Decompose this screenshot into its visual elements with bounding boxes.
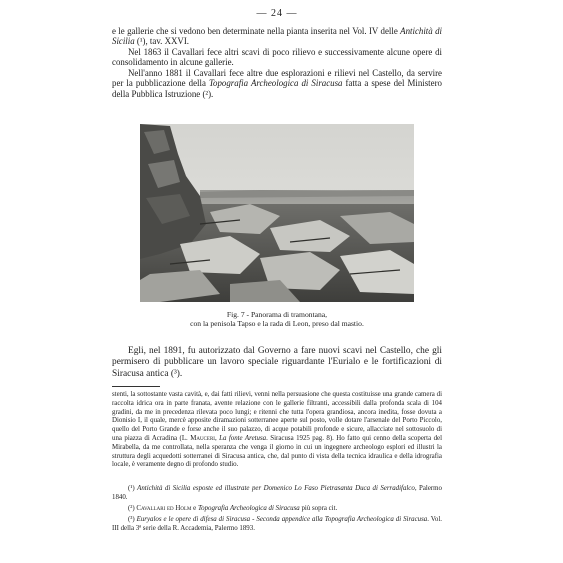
panorama-photo-drawing [140, 124, 414, 302]
paragraph-2: Nel 1863 il Cavallari fece altri scavi di poco rilievo e successivamente alcune opere di consolidamento in alcune gallerie. [112, 47, 442, 68]
footnote-1-rest: , Palermo 1840. [112, 485, 442, 501]
footnote-3-title: Euryalos e le opere di difesa di Siracusa - Seconda appendice alla Topografia Archeologica di Siracusa [136, 516, 428, 523]
footnote-work-title: La fonte Aretusa [219, 434, 267, 442]
footnote-2-authors: Cavallari ed Holm [136, 505, 192, 512]
footnote-3-rest: . Vol. III della 3ª serie della R. Accademia, Palermo 1893. [112, 516, 442, 532]
footnote-author: Mauceri [190, 434, 215, 442]
footnote-1 [112, 485, 442, 503]
figure-7-photo [140, 124, 414, 302]
footnote-separator-comma: , [214, 434, 220, 442]
footnote-2-rest: più sopra cit. [299, 505, 338, 512]
footnote-3 [112, 516, 442, 534]
footnote-continuation [112, 391, 442, 470]
paragraph-3-title: Topografia Archeologica di Siracusa [208, 78, 343, 89]
footnote-3-mark: (³) [128, 516, 137, 523]
footnote-2-mark: (²) [128, 505, 137, 512]
figure-caption-line-1: Fig. 7 - Panorama di tramontana, [226, 310, 328, 319]
footnote-2-title: Topografia Archeologica di Siracusa [197, 505, 300, 512]
footnote-2 [112, 505, 442, 514]
paragraph-3-text-end: fatta a spese del Ministero della Pubblica Istruzione (²). [112, 78, 442, 99]
footnote-continuation-text-end: . Siracusa 1925 pag. 8). Ho fatto qui cenno della scoperta del Mirabella, da me controllata, nella speranza che venga il giorno in cui un ingegnere archeologo esplori ed illustri la struttura degli acquedotti sotterranei di Siracusa antica, che, dal punto di vista della tecnica idraulica e della idrografia locale, è veramente degno di profondo studio. [112, 434, 442, 469]
document-page [112, 0, 442, 563]
paragraph-1-text-end: (¹), tav. XXVI. [134, 36, 190, 47]
footnote-2-mid: e [191, 505, 198, 512]
footnote-1-mark: (¹) [128, 485, 138, 492]
footnote-1-title: Antichità di Sicilia esposte ed illustrate per Domenico Lo Faso Pietrasanta Duca di Serradifalco [137, 485, 415, 492]
page-number: — 24 — [256, 8, 298, 19]
figure-caption-line-2: con la penisola Tapso e la rada di Leon, preso dal mastio. [190, 319, 364, 328]
paragraph-4: Egli, nel 1891, fu autorizzato dal Governo a fare nuovi scavi nel Castello, che gli permisero di pubblicare un lavoro speciale riguardante l'Eurialo e le fortificazioni di Siracusa antica (³). [112, 346, 442, 379]
paragraph-1-title: Antichità di Sicilia [112, 26, 442, 47]
footnote-separator [112, 386, 160, 387]
paragraph-3 [112, 68, 442, 99]
paragraph-1 [112, 26, 442, 47]
footnote-continuation-text: stenti, la sottostante vasta cavità, e, dai fatti rilievi, venni nella persuasione che questa costituisse una grande camera di raccolta idrica ora in parte franata, avente relazione con le gallerie filtranti, accessibili dalla profonda scala di 104 gradini, da me in precedenza rilevata poco lungi; e ritenni che tutta l'opera grandiosa, ancora inedita, fosse dovuta a Dionisio I, il quale, mercè apposite diramazioni sotterranee aperte sul posto, volle dotare l'arsenale del Porto Piccolo, quello del Porto Grande e forse anche il suo palazzo, di acque potabili profonde e sicure, allacciate nel sottosuolo di una piazza di Acradina (L. [112, 391, 442, 442]
paragraph-1-text: e le gallerie che si vedono ben determinate nella pianta inserita nel Vol. IV delle [112, 26, 401, 36]
paragraph-3-text: Nell'anno 1881 il Cavallari fece altre due esplorazioni e rilievi nel Castello, da servire per la pubblicazione della [112, 68, 442, 89]
